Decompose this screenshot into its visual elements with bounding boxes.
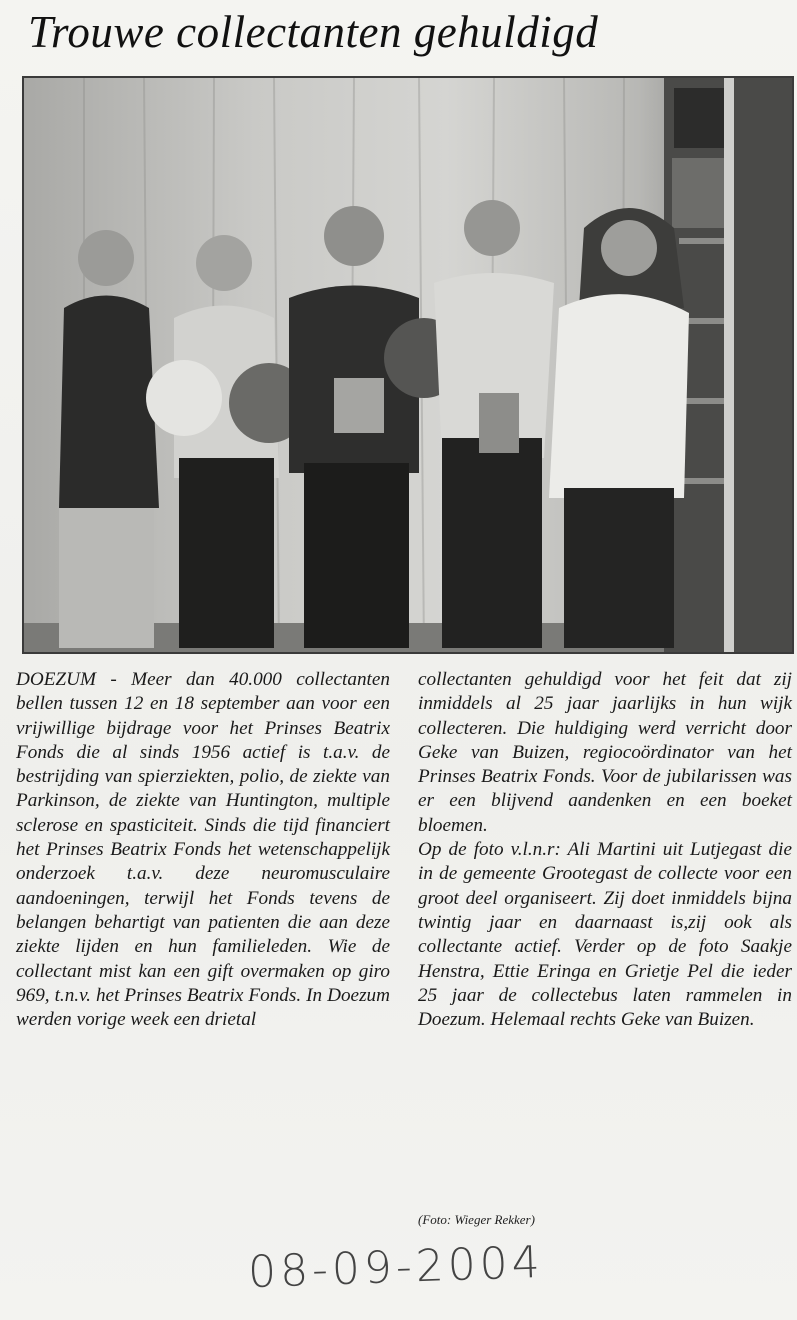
photo-illustration (24, 78, 792, 652)
headline: Trouwe collectanten gehuldigd (28, 7, 599, 57)
column-left-text: - Meer dan 40.000 collectanten bellen tussen 12 en 18 september aan voor een vrijwillige bijdrage voor het Prinses Beatrix Fonds die al sinds 1956 actief is t.a.v. de bestrijding van spierziekten, polio, de ziekte van Parkinson, de ziekte van Huntington, multiple sclerose en spasticiteit. Sinds die tijd financiert het Prinses Beatrix Fonds het wetenschappelijk onderzoek t.a.v. deze neuromusculaire aandoeningen, terwijl het Fonds tevens de belangen behartigt van patienten die aan deze ziekte lijden en hun familieleden. Wie de collectant mist kan een gift overmaken op giro 969, t.n.v. het Prinses Beatrix Fonds. In Doezum werden vorige week een drietal (16, 669, 390, 1031)
dateline: DOEZUM (16, 669, 96, 690)
article-paragraph: collectanten gehuldigd voor het feit dat zij inmiddels al 25 jaar jaarlijks in hun wijk collecteren. Die huldiging werd verricht door Geke van Buizen, regiocoördinator van het Prinses Beatrix Fonds. Voor de jubilarissen was er een blijvend aandenken en een boeket bloemen. (418, 669, 792, 836)
article-paragraph (16, 668, 390, 1032)
photo-credit: (Foto: Wieger Rekker) (418, 1212, 535, 1227)
handwritten-date: 08-09-2004 (247, 1236, 545, 1299)
article-column-right (418, 668, 792, 1032)
article-column-left (16, 668, 390, 1032)
article-photo (22, 76, 794, 654)
photo-caption-paragraph: Op de foto v.l.n.r: Ali Martini uit Lutjegast die in de gemeente Grootegast de collecte voor een groot deel organiseert. Zij doet inmiddels bijna twintig jaar en daarnaast is,zij ook als collectante actief. Verder op de foto Saakje Henstra, Ettie Eringa en Grietje Pel die ieder 25 jaar de collectebus laten rammelen in Doezum. Helemaal rechts Geke van Buizen. (418, 839, 792, 1031)
